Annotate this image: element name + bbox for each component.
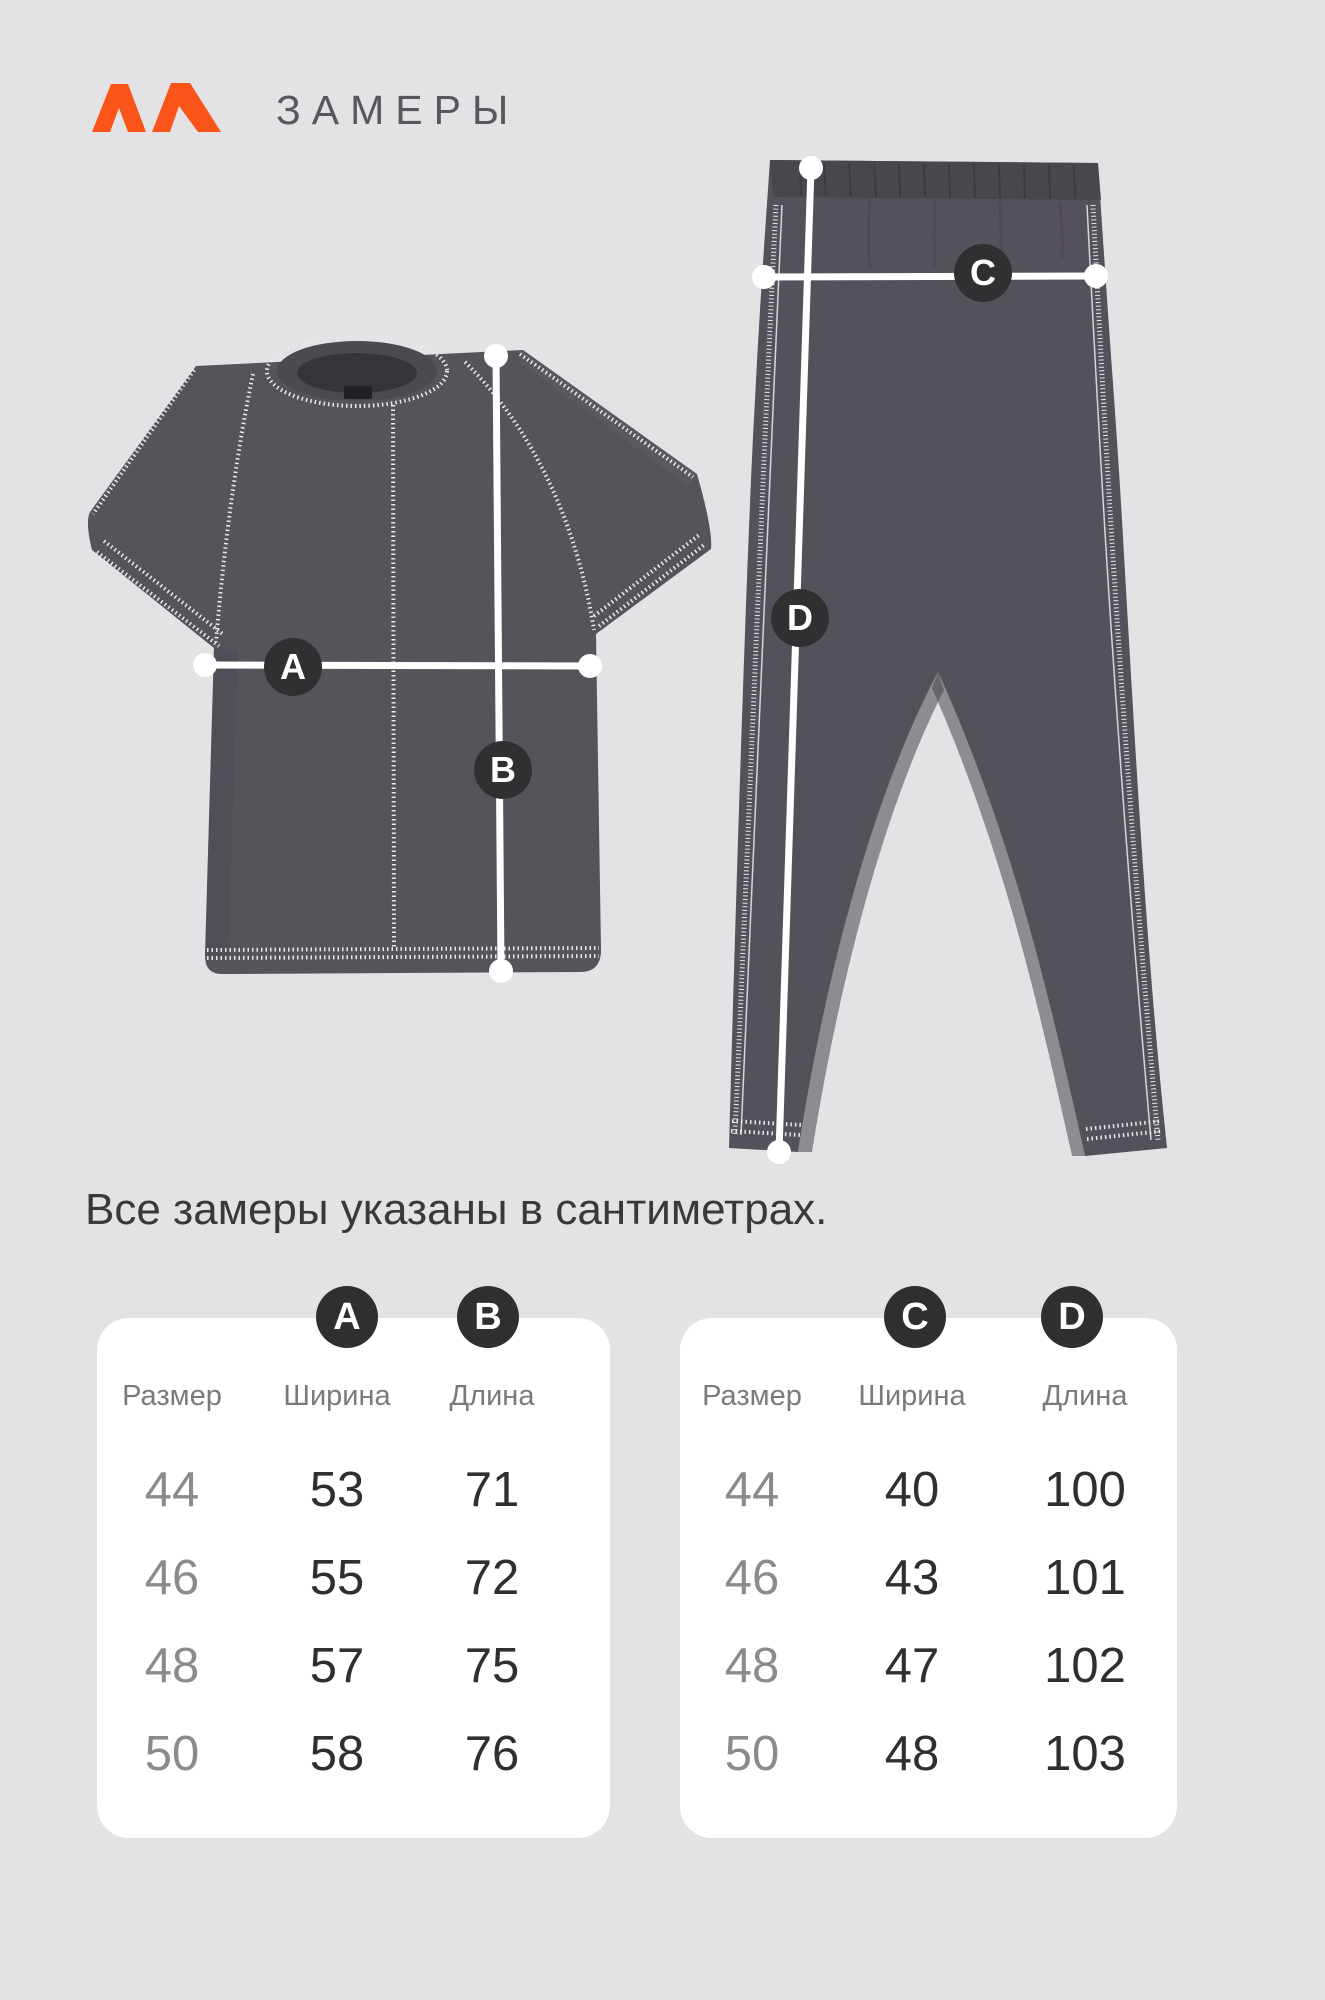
column-header-size: Размер [122, 1379, 222, 1412]
table-cell: 102 [1044, 1639, 1126, 1693]
table-cell: 55 [309, 1551, 365, 1605]
table-cell: 40 [884, 1463, 940, 1517]
table-shirt-length-badge: B [457, 1286, 519, 1348]
table-shirt-width-badge: A [316, 1286, 378, 1348]
column-header-width: Ширина [858, 1379, 966, 1412]
page-title: ЗАМЕРЫ [276, 87, 520, 133]
column-header-size: Размер [702, 1379, 802, 1412]
leggings-width-badge: C [954, 244, 1012, 302]
table-cell: 44 [144, 1463, 200, 1517]
table-cell: 71 [464, 1463, 520, 1517]
table-cell: 100 [1044, 1463, 1126, 1517]
table-cell: 50 [724, 1727, 780, 1781]
table-cell: 101 [1044, 1551, 1126, 1605]
table-cell: 76 [464, 1727, 520, 1781]
table-cell: 48 [724, 1639, 780, 1693]
size-table-shirt [97, 1318, 610, 1838]
column-header-length: Длина [449, 1379, 535, 1412]
column-header-width: Ширина [283, 1379, 391, 1412]
table-leggings-length-badge: D [1041, 1286, 1103, 1348]
table-cell: 48 [144, 1639, 200, 1693]
table-cell: 47 [884, 1639, 940, 1693]
table-cell: 72 [464, 1551, 520, 1605]
table-cell: 57 [309, 1639, 365, 1693]
table-cell: 53 [309, 1463, 365, 1517]
column-header-length: Длина [1042, 1379, 1128, 1412]
table-cell: 46 [144, 1551, 200, 1605]
table-cell: 44 [724, 1463, 780, 1517]
units-note: Все замеры указаны в сантиметрах. [85, 1185, 828, 1234]
leggings-length-badge: D [771, 589, 829, 647]
table-cell: 48 [884, 1727, 940, 1781]
table-cell: 103 [1044, 1727, 1126, 1781]
size-table-leggings [680, 1318, 1177, 1838]
table-cell: 75 [464, 1639, 520, 1693]
table-cell: 46 [724, 1551, 780, 1605]
table-cell: 43 [884, 1551, 940, 1605]
table-cell: 58 [309, 1727, 365, 1781]
shirt-width-badge: A [264, 638, 322, 696]
table-leggings-width-badge: C [884, 1286, 946, 1348]
shirt-length-badge: B [474, 741, 532, 799]
tshirt-illustration [88, 336, 711, 974]
table-cell: 50 [144, 1727, 200, 1781]
